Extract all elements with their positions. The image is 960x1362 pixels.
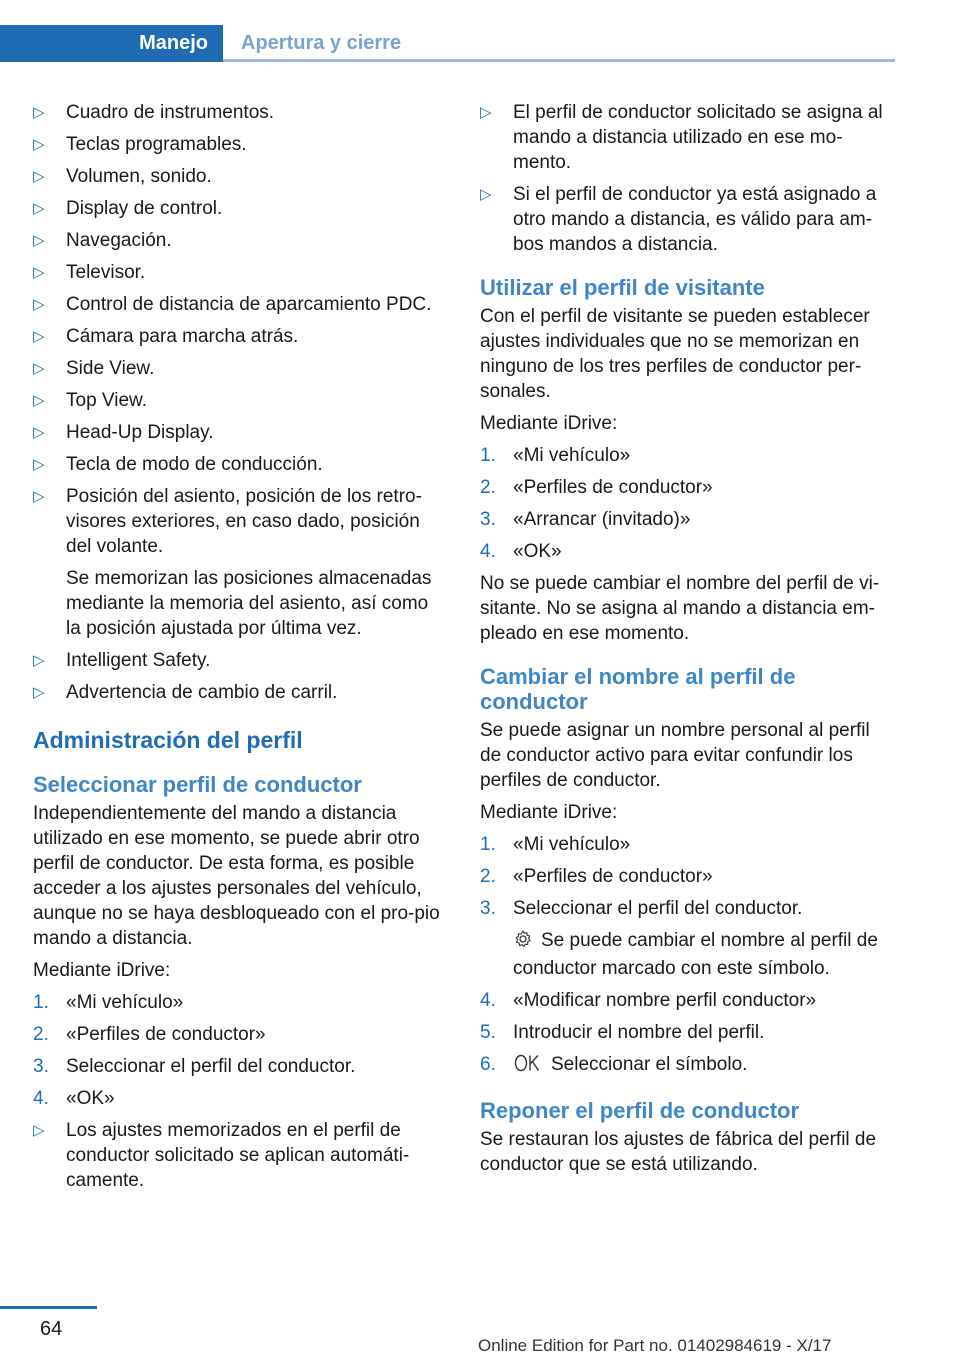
step-note: Se puede cambiar el nombre al perfil de conductor marcado con este símbolo. xyxy=(513,930,878,979)
step-number: 4. xyxy=(480,541,496,562)
list-item: ▷ Control de distancia de aparcamiento PDC. xyxy=(33,294,432,315)
step-number: 2. xyxy=(480,477,496,498)
paragraph-rename-profile: Se puede asignar un nombre personal al perfil de conductor activo para evitar confundir los perfiles de conductor. xyxy=(480,720,870,791)
triangle-bullet-icon: ▷ xyxy=(480,186,492,203)
step-number: 2. xyxy=(33,1024,49,1045)
list-item: ▷ Side View. xyxy=(33,358,155,379)
step-item: 2. «Perfiles de conductor» xyxy=(480,477,713,498)
after-select-list xyxy=(33,1118,448,1193)
step-number: 3. xyxy=(480,898,496,919)
step-item: 4. «OK» xyxy=(480,541,562,562)
triangle-bullet-icon: ▷ xyxy=(33,392,45,409)
triangle-bullet-icon: ▷ xyxy=(33,488,45,505)
paragraph-guest-profile: Con el perfil de visitante se pueden establecer ajustes individuales que no se memorizan en ninguno de los tres perfiles de conductor per-sonales. xyxy=(480,306,870,402)
triangle-bullet-icon: ▷ xyxy=(33,264,45,281)
list-item: ▷ Tecla de modo de conducción. xyxy=(33,454,323,475)
list-item: ▷ Posición del asiento, posición de los retro-visores exteriores, en caso dado, posición del volante. Se memorizan las posiciones almacenadas mediante la memoria del asiento, así como la posición ajustada por última vez. xyxy=(33,484,448,641)
gear-icon xyxy=(513,929,533,956)
list-item: ▷ Si el perfil de conductor ya está asignado a otro mando a distancia, es válido para am-bos mandos a distancia. xyxy=(480,184,877,255)
paragraph-select-profile: Independientemente del mando a distancia utilizado en ese momento, se puede abrir otro perfil de conductor. De esta forma, es posible acceder a los ajustes personales del vehículo, aunque no se haya desbloqueado con el pro-pio mando a distancia. xyxy=(33,803,440,949)
step-number: 4. xyxy=(480,990,496,1011)
list-item: ▷ Los ajustes memorizados en el perfil de conductor solicitado se aplican automáti-camente. xyxy=(33,1120,410,1191)
paragraph-guest-note: No se puede cambiar el nombre del perfil de vi-sitante. No se asigna al mando a distancia em-pleado en ese momento. xyxy=(480,573,880,644)
triangle-bullet-icon: ▷ xyxy=(33,652,45,669)
list-item: ▷ Advertencia de cambio de carril. xyxy=(33,682,338,703)
list-item-note: Se memorizan las posiciones almacenadas mediante la memoria del asiento, así como la posición ajustada por última vez. xyxy=(66,568,432,639)
triangle-bullet-icon: ▷ xyxy=(33,296,45,313)
list-item: ▷ Intelligent Safety. xyxy=(33,650,211,671)
triangle-bullet-icon: ▷ xyxy=(33,424,45,441)
function-list xyxy=(33,100,448,705)
list-item: ▷ Televisor. xyxy=(33,262,146,283)
step-item: 3. «Arrancar (invitado)» xyxy=(480,509,691,530)
list-item: ▷ Cámara para marcha atrás. xyxy=(33,326,299,347)
page-header xyxy=(0,25,895,62)
step-item: 2. «Perfiles de conductor» xyxy=(33,1024,266,1045)
triangle-bullet-icon: ▷ xyxy=(33,360,45,377)
step-item: 4. «Modificar nombre perfil conductor» xyxy=(480,990,817,1011)
ok-symbol-icon xyxy=(513,1053,543,1080)
triangle-bullet-icon: ▷ xyxy=(33,168,45,185)
list-item: ▷ Navegación. xyxy=(33,230,172,251)
step-number: 6. xyxy=(480,1054,496,1075)
step-number: 3. xyxy=(480,509,496,530)
step-number: 1. xyxy=(33,992,49,1013)
left-column xyxy=(33,100,448,1200)
header-rule xyxy=(223,59,895,62)
step-number: 3. xyxy=(33,1056,49,1077)
step-item: 1. «Mi vehículo» xyxy=(33,992,184,1013)
idrive-label: Mediante iDrive: xyxy=(33,960,171,981)
heading-reset-profile: Reponer el perfil de conductor xyxy=(480,1098,800,1123)
idrive-label: Mediante iDrive: xyxy=(480,802,618,823)
select-steps xyxy=(33,990,448,1111)
step-item: 6. Seleccionar el símbolo. xyxy=(480,1052,895,1080)
list-item: ▷ Teclas programables. xyxy=(33,134,247,155)
triangle-bullet-icon: ▷ xyxy=(33,200,45,217)
heading-guest-profile: Utilizar el perfil de visitante xyxy=(480,275,765,300)
triangle-bullet-icon: ▷ xyxy=(33,456,45,473)
triangle-bullet-icon: ▷ xyxy=(33,136,45,153)
idrive-label: Mediante iDrive: xyxy=(480,413,618,434)
guest-steps xyxy=(480,443,895,564)
step-number: 2. xyxy=(480,866,496,887)
list-item: ▷ El perfil de conductor solicitado se asigna al mando a distancia utilizado en ese mo-mento. xyxy=(480,102,883,173)
triangle-bullet-icon: ▷ xyxy=(33,1122,45,1139)
step-item: 1. «Mi vehículo» xyxy=(480,834,631,855)
step-number: 1. xyxy=(480,834,496,855)
list-item: ▷ Top View. xyxy=(33,390,147,411)
triangle-bullet-icon: ▷ xyxy=(33,104,45,121)
triangle-bullet-icon: ▷ xyxy=(33,328,45,345)
step-number: 4. xyxy=(33,1088,49,1109)
step-number: 5. xyxy=(480,1022,496,1043)
list-item: ▷ Volumen, sonido. xyxy=(33,166,212,187)
assign-list xyxy=(480,100,895,257)
step-number: 1. xyxy=(480,445,496,466)
heading-profile-admin: Administración del perfil xyxy=(33,727,303,753)
step-item: 3. Seleccionar el perfil del conductor. xyxy=(33,1056,356,1077)
rename-steps xyxy=(480,832,895,1080)
step-item: 4. «OK» xyxy=(33,1088,115,1109)
edition-footer: Online Edition for Part no. 01402984619 - X/17 xyxy=(478,1336,832,1355)
triangle-bullet-icon: ▷ xyxy=(33,684,45,701)
step-item: 1. «Mi vehículo» xyxy=(480,445,631,466)
list-item: ▷ Head-Up Display. xyxy=(33,422,214,443)
section-tab-apertura[interactable]: Apertura y cierre xyxy=(241,32,402,54)
section-tab-manejo[interactable]: Manejo xyxy=(0,25,223,62)
list-item: ▷ Cuadro de instrumentos. xyxy=(33,102,275,123)
step-item: 2. «Perfiles de conductor» xyxy=(480,866,713,887)
footer-rule xyxy=(0,1306,97,1309)
heading-rename-profile: Cambiar el nombre al perfil de conductor xyxy=(480,664,796,714)
triangle-bullet-icon: ▷ xyxy=(480,104,492,121)
right-column xyxy=(480,100,895,1184)
heading-select-profile: Seleccionar perfil de conductor xyxy=(33,772,362,797)
step-item: 3. Seleccionar el perfil del conductor. Se puede cambiar el nombre al perfil de conductor marcado con este símbolo. xyxy=(480,896,895,981)
triangle-bullet-icon: ▷ xyxy=(33,232,45,249)
list-item: ▷ Display de control. xyxy=(33,198,223,219)
page-number: 64 xyxy=(40,1318,63,1340)
step-item: 5. Introducir el nombre del perfil. xyxy=(480,1022,765,1043)
paragraph-reset-profile: Se restauran los ajustes de fábrica del perfil de conductor que se está utilizando. xyxy=(480,1129,877,1175)
